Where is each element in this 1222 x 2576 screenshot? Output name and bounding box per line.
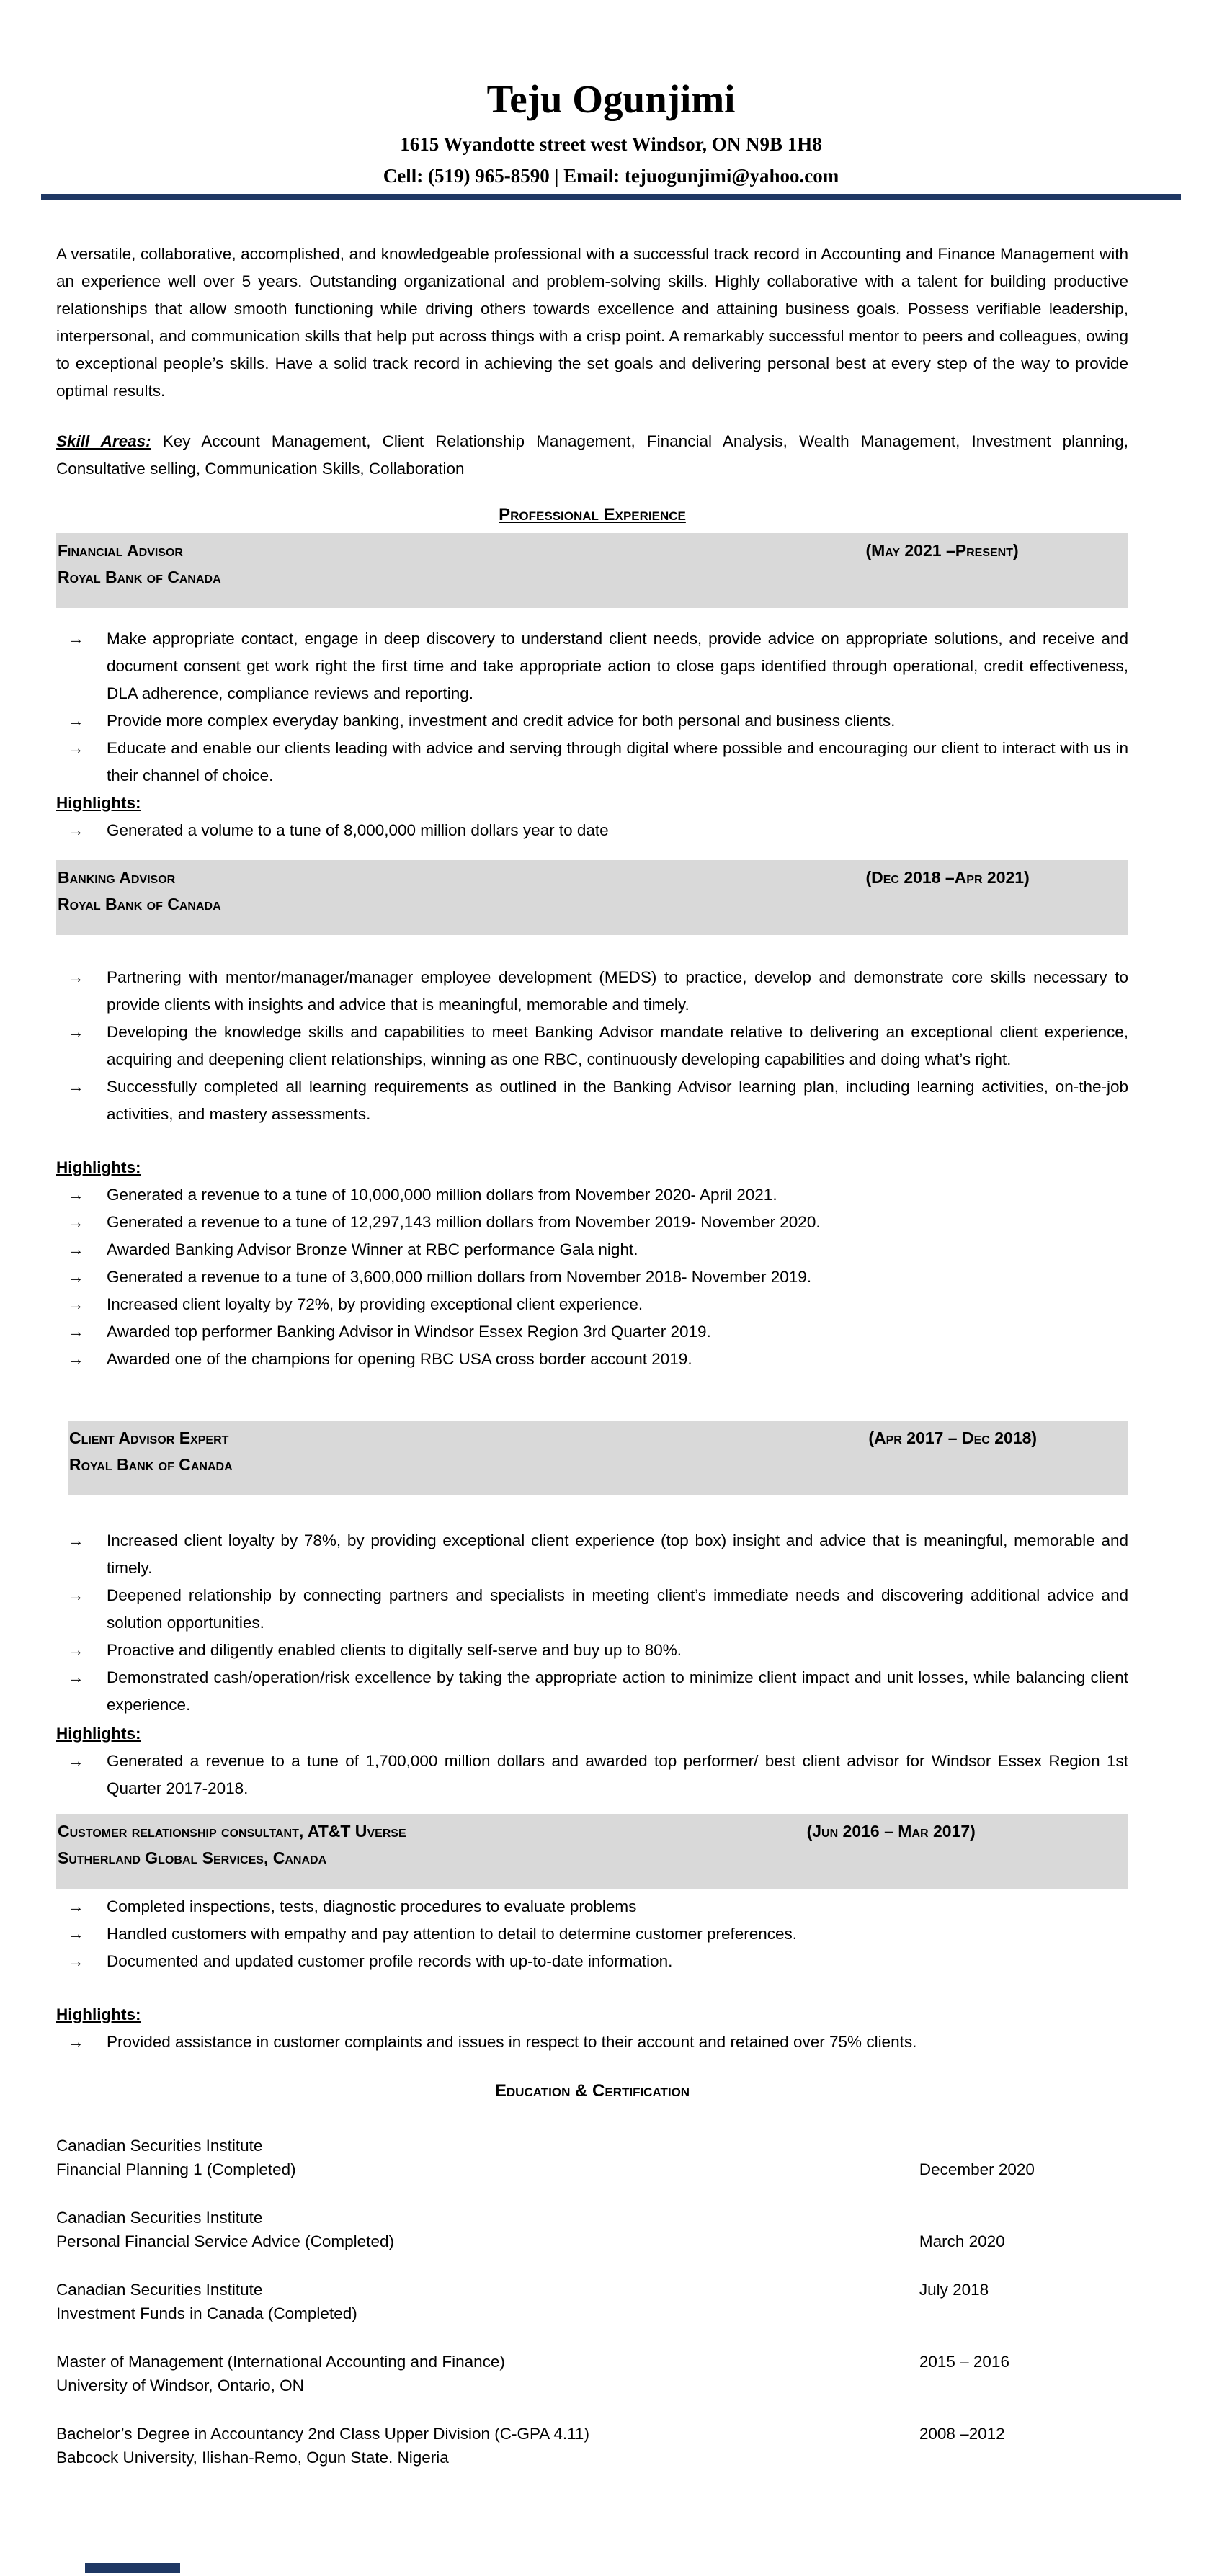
resume-header <box>0 0 1222 200</box>
arrow-bullet-icon: → <box>68 630 84 648</box>
arrow-bullet-icon: → <box>68 1350 84 1368</box>
section-professional-experience: Professional Experience <box>499 505 686 524</box>
arrow-bullet-icon: → <box>68 1268 84 1286</box>
arrow-bullet-icon: → <box>68 1897 84 1915</box>
bullet-item: → Increased client loyalty by 78%, by providing exceptional client experience (top box) insight and advice that is meaningful, memorable and timely. <box>56 1527 1128 1582</box>
header-rule <box>41 194 1181 200</box>
job-bullets <box>56 1893 1128 2056</box>
arrow-bullet-icon: → <box>68 1586 84 1604</box>
education-entry <box>56 2206 1128 2253</box>
job-title: Banking Advisor <box>58 868 176 887</box>
job-dates: (Apr 2017 – Dec 2018) <box>868 1428 1038 1447</box>
education-institution: Babcock University, Ilishan-Remo, Ogun State. Nigeria <box>56 2448 449 2467</box>
highlight-item: → Generated a revenue to a tune of 3,600,000 million dollars from November 2018- November 2019. <box>56 1264 1128 1291</box>
arrow-bullet-icon: → <box>68 1531 84 1549</box>
highlights-label: Highlights: <box>56 1158 141 1176</box>
candidate-name: Teju Ogunjimi <box>486 77 736 121</box>
bullet-item: → Handled customers with empathy and pay attention to detail to determine customer preferences. <box>56 1920 1128 1948</box>
arrow-bullet-icon: → <box>68 712 84 730</box>
job-company: Royal Bank of Canada <box>58 568 221 586</box>
education-degree: Bachelor’s Degree in Accountancy 2nd Class Upper Division (C-GPA 4.11) <box>56 2425 589 2443</box>
education-entry <box>56 2278 1128 2325</box>
arrow-bullet-icon: → <box>68 1213 84 1231</box>
arrow-bullet-icon: → <box>68 1752 84 1770</box>
job-title: Financial Advisor <box>58 541 183 560</box>
arrow-bullet-icon: → <box>68 1952 84 1970</box>
skill-areas-label: Skill Areas: <box>56 432 151 450</box>
arrow-bullet-icon: → <box>68 739 84 757</box>
address-line: 1615 Wyandotte street west Windsor, ON N9B 1H8 <box>400 133 822 155</box>
job-bullets <box>56 964 1128 1373</box>
job-dates: (Jun 2016 – Mar 2017) <box>806 1822 976 1841</box>
bullet-item: → Proactive and diligently enabled clients to digitally self-serve and buy up to 80%. <box>56 1637 1128 1664</box>
job-company: Sutherland Global Services, Canada <box>58 1848 327 1867</box>
arrow-bullet-icon: → <box>68 2033 84 2051</box>
arrow-bullet-icon: → <box>68 1323 84 1341</box>
bullet-item: → Partnering with mentor/manager/manager employee development (MEDS) to practice, develop and demonstrate core skills necessary to provide clients with insights and advice that is meaningful, memorable and timely. <box>56 964 1128 1019</box>
highlight-item: → Generated a volume to a tune of 8,000,000 million dollars year to date <box>56 817 1128 844</box>
highlights-label: Highlights: <box>56 2005 141 2023</box>
bullet-item: → Demonstrated cash/operation/risk excellence by taking the appropriate action to minimize client impact and unit losses, while balancing client experience. <box>56 1664 1128 1719</box>
arrow-bullet-icon: → <box>68 1186 84 1204</box>
job-header-client-advisor-expert <box>68 1421 1128 1495</box>
arrow-bullet-icon: → <box>68 1295 84 1313</box>
education-entry <box>56 2350 1128 2397</box>
highlight-item: → Increased client loyalty by 72%, by providing exceptional client experience. <box>56 1291 1128 1318</box>
job-title: Client Advisor Expert <box>69 1428 229 1447</box>
arrow-bullet-icon: → <box>68 821 84 839</box>
contact-line: Cell: (519) 965-8590 | Email: tejuogunjimi@yahoo.com <box>383 165 839 187</box>
education-program: Investment Funds in Canada (Completed) <box>56 2304 357 2322</box>
summary-paragraph: A versatile, collaborative, accomplished, and knowledgeable professional with a successful track record in Accounting and Finance Management with an experience well over 5 years. Outstanding organizational and problem-solving skills. Highly collaborative with a talent for building productive relationships that allow smooth functioning while driving others towards excellence and attaining business goals. Possess verifiable leadership, interpersonal, and communication skills that help put across things with a crisp point. A remarkably successful mentor to peers and colleagues, owing to exceptional people’s skills. Have a solid track record in achieving the set goals and delivering personal best at every step of the way to provide optimal results. <box>56 245 1128 400</box>
education-institution: Canadian Securities Institute <box>56 2137 263 2155</box>
job-header-financial-advisor <box>56 533 1128 608</box>
education-institution: Canadian Securities Institute <box>56 2281 263 2299</box>
skill-areas-text: Key Account Management, Client Relationship Management, Financial Analysis, Wealth Management, Investment planning, Consultative selling, Communication Skills, Collaboration <box>56 432 1128 478</box>
arrow-bullet-icon: → <box>68 1240 84 1258</box>
education-degree: Master of Management (International Accounting and Finance) <box>56 2353 505 2371</box>
bullet-item: → Completed inspections, tests, diagnostic procedures to evaluate problems <box>56 1893 1128 1920</box>
bullet-item: → Developing the knowledge skills and capabilities to meet Banking Advisor mandate relative to delivering an exceptional client experience, acquiring and deepening client relationships, winning as one RBC, continuously developing capabilities and doing what’s right. <box>56 1019 1128 1073</box>
bullet-item: → Documented and updated customer profile records with up-to-date information. <box>56 1948 1128 1975</box>
highlight-item: → Awarded top performer Banking Advisor in Windsor Essex Region 3rd Quarter 2019. <box>56 1318 1128 1346</box>
education-institution: Canadian Securities Institute <box>56 2209 263 2227</box>
education-date: March 2020 <box>919 2232 1005 2250</box>
highlights-label: Highlights: <box>56 794 141 812</box>
education-date: 2015 – 2016 <box>919 2353 1009 2371</box>
job-header-banking-advisor <box>56 860 1128 935</box>
job-dates: (May 2021 –Present) <box>865 541 1019 560</box>
education-program: Financial Planning 1 (Completed) <box>56 2160 296 2178</box>
highlights-label: Highlights: <box>56 1725 141 1743</box>
highlight-item: → Awarded Banking Advisor Bronze Winner at RBC performance Gala night. <box>56 1236 1128 1264</box>
education-list <box>56 2134 1128 2469</box>
job-company: Royal Bank of Canada <box>58 895 221 913</box>
education-date: December 2020 <box>919 2160 1035 2178</box>
arrow-bullet-icon: → <box>68 1668 84 1686</box>
next-page-rule-artifact <box>85 2563 180 2573</box>
arrow-bullet-icon: → <box>68 1023 84 1041</box>
job-bullets <box>56 1527 1128 1802</box>
education-entry <box>56 2422 1128 2469</box>
bullet-item: → Deepened relationship by connecting partners and specialists in meeting client’s immediate needs and discovering additional advice and solution opportunities. <box>56 1582 1128 1637</box>
education-program: Personal Financial Service Advice (Completed) <box>56 2232 394 2250</box>
job-company: Royal Bank of Canada <box>69 1455 233 1474</box>
arrow-bullet-icon: → <box>68 1078 84 1096</box>
education-date: July 2018 <box>919 2281 989 2299</box>
education-date: 2008 –2012 <box>919 2425 1005 2443</box>
job-bullets <box>56 625 1128 844</box>
skill-areas <box>56 428 1128 483</box>
highlight-item: → Provided assistance in customer complaints and issues in respect to their account and retained over 75% clients. <box>56 2029 1128 2056</box>
education-entry <box>56 2134 1128 2181</box>
highlight-item: → Generated a revenue to a tune of 12,297,143 million dollars from November 2019- November 2020. <box>56 1209 1128 1236</box>
resume-body <box>56 241 1128 2469</box>
job-header-customer-relationship-consultant <box>56 1814 1128 1889</box>
job-title: Customer relationship consultant, AT&T Uverse <box>58 1822 406 1841</box>
section-education-certification: Education & Certification <box>494 2081 690 2101</box>
bullet-item: → Successfully completed all learning requirements as outlined in the Banking Advisor learning plan, including learning activities, on-the-job activities, and mastery assessments. <box>56 1073 1128 1128</box>
highlight-item: → Generated a revenue to a tune of 1,700,000 million dollars and awarded top performer/ best client advisor for Windsor Essex Region 1st Quarter 2017-2018. <box>56 1748 1128 1802</box>
highlight-item: → Generated a revenue to a tune of 10,000,000 million dollars from November 2020- April 2021. <box>56 1181 1128 1209</box>
arrow-bullet-icon: → <box>68 1641 84 1659</box>
education-institution: University of Windsor, Ontario, ON <box>56 2376 304 2394</box>
highlight-item: → Awarded one of the champions for opening RBC USA cross border account 2019. <box>56 1346 1128 1373</box>
arrow-bullet-icon: → <box>68 968 84 986</box>
bullet-item: → Provide more complex everyday banking, investment and credit advice for both personal and business clients. <box>56 707 1128 735</box>
bullet-item: → Make appropriate contact, engage in deep discovery to understand client needs, provide advice on appropriate solutions, and receive and document consent get work right the first time and take appropriate action to close gaps identified through operational, credit effectiveness, DLA adherence, compliance reviews and reporting. <box>56 625 1128 707</box>
job-dates: (Dec 2018 –Apr 2021) <box>865 868 1030 887</box>
bullet-item: → Educate and enable our clients leading with advice and serving through digital where possible and encouraging our client to interact with us in their channel of choice. <box>56 735 1128 790</box>
arrow-bullet-icon: → <box>68 1925 84 1943</box>
